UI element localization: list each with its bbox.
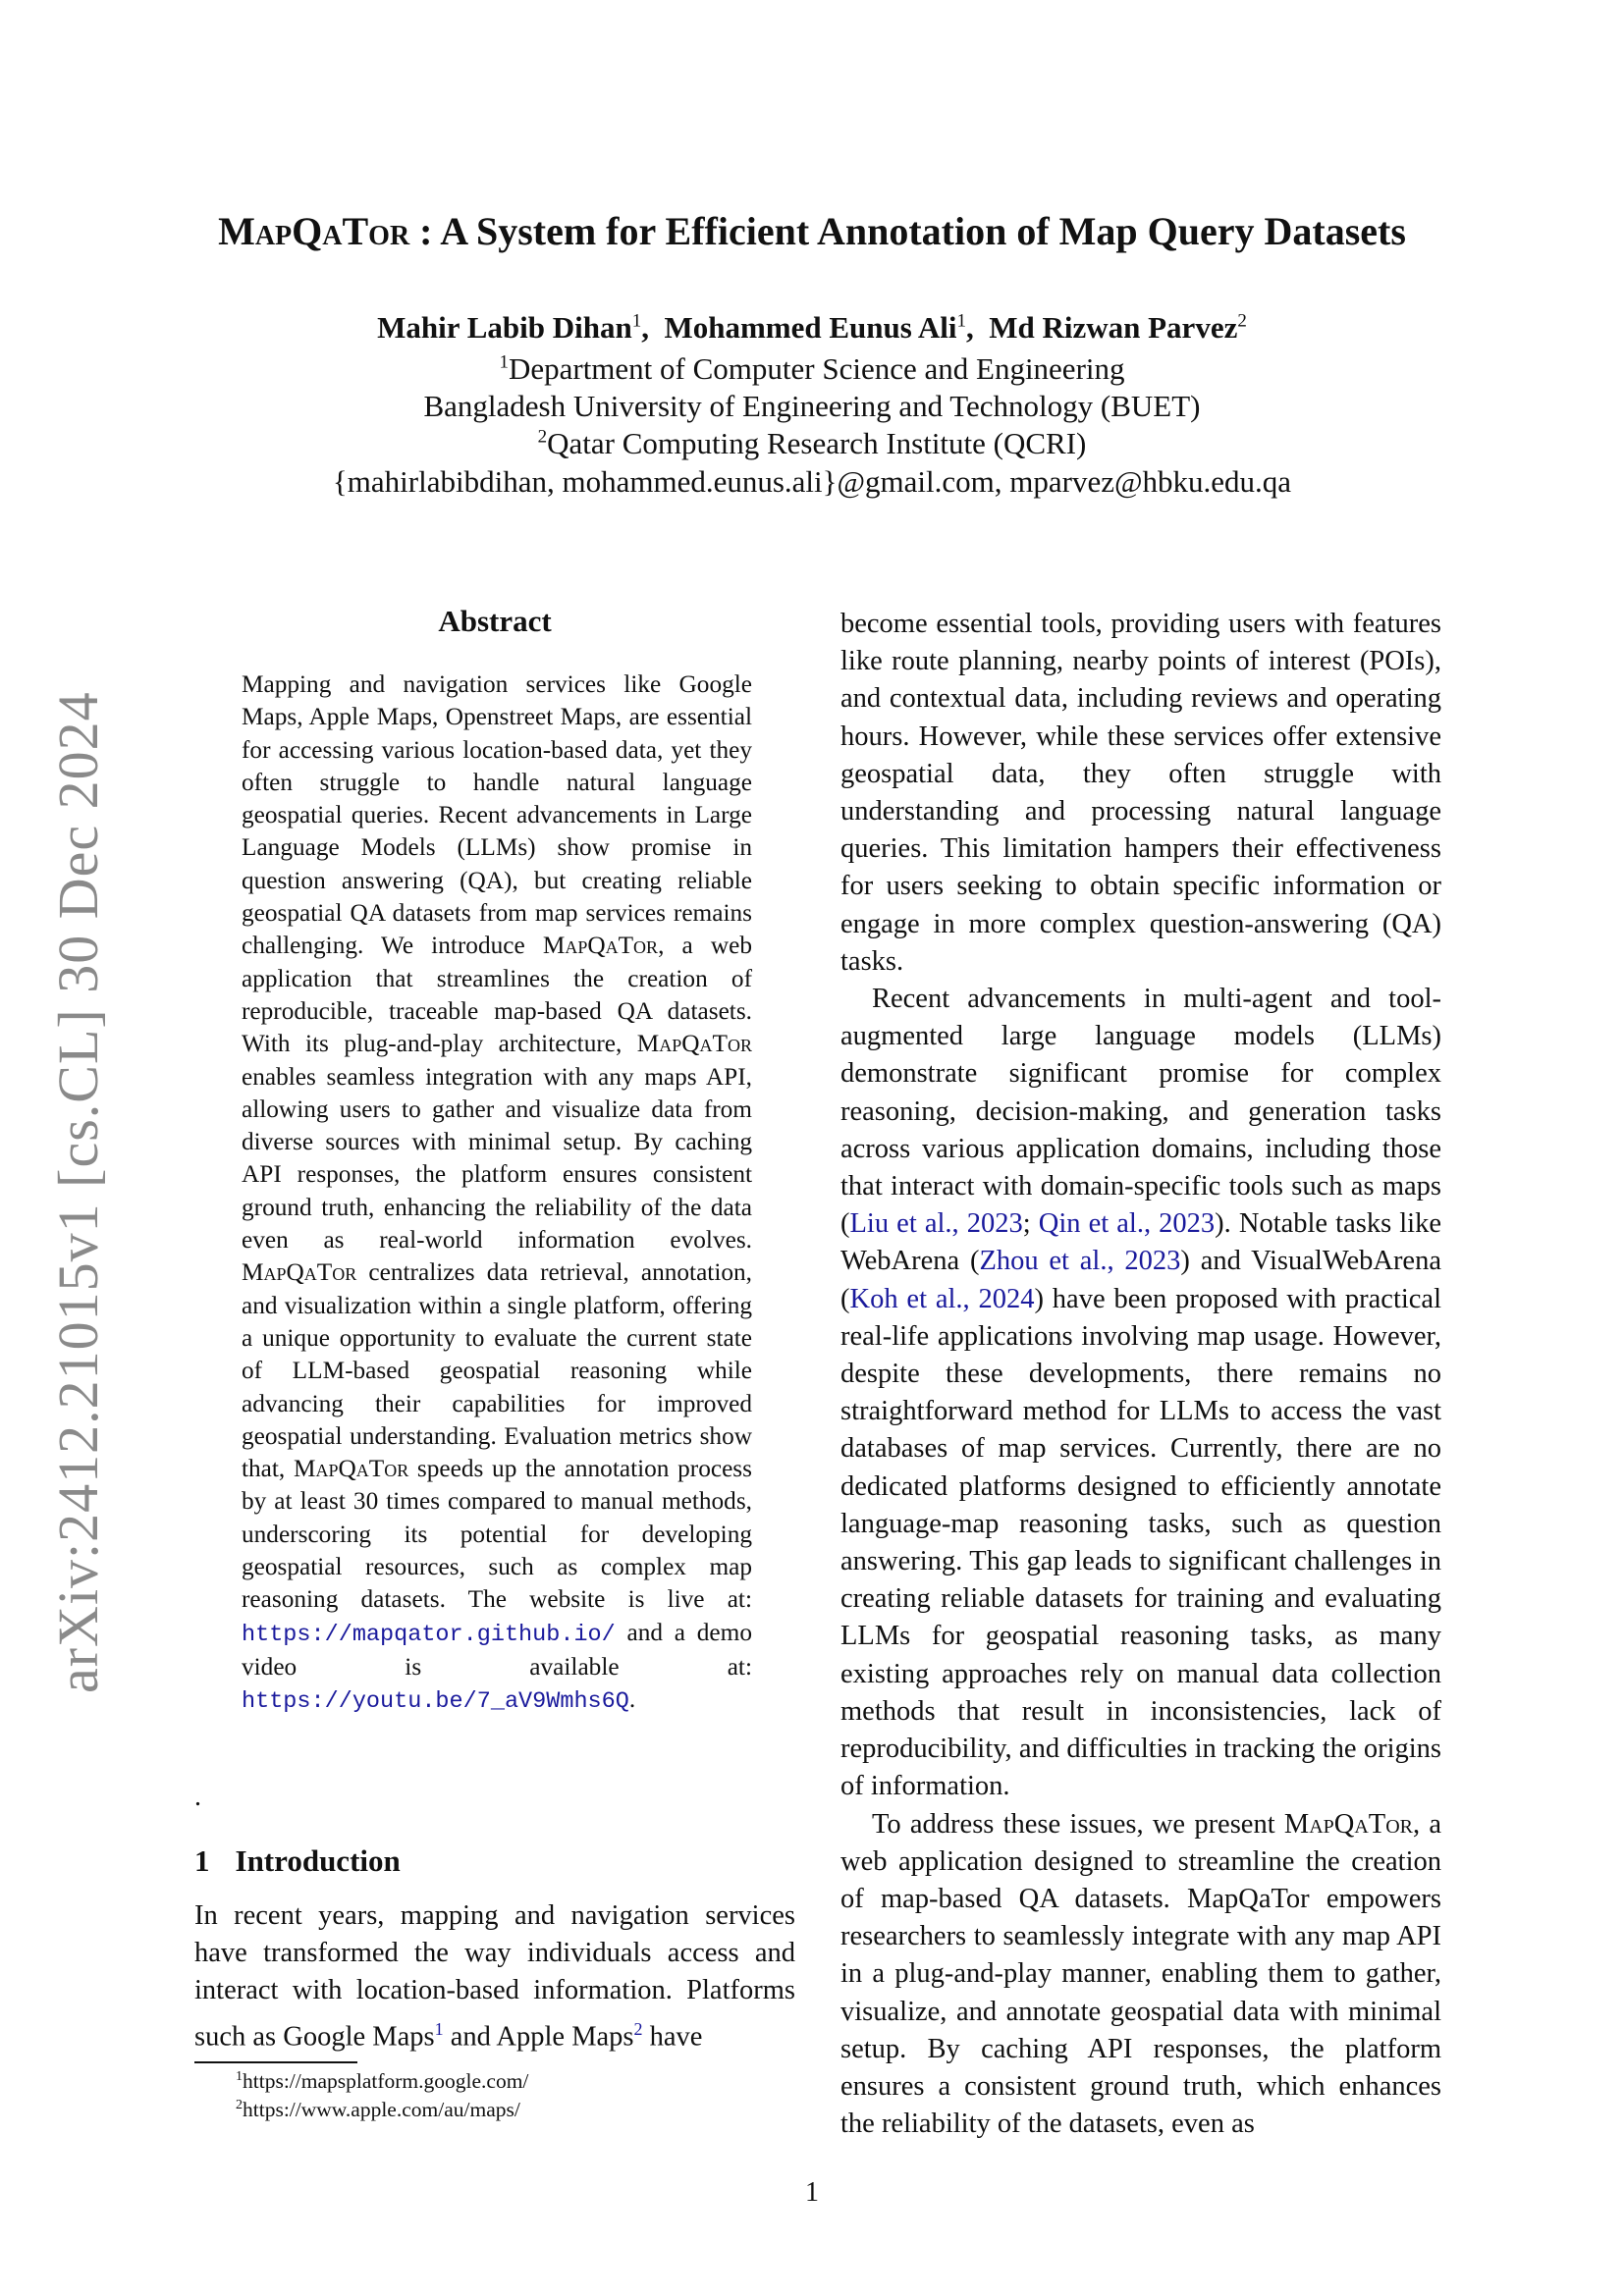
affiliation-mark: 1 bbox=[499, 351, 509, 373]
footnote-text: https://mapsplatform.google.com/ bbox=[243, 2069, 529, 2094]
affiliation-text: Qatar Computing Research Institute (QCRI) bbox=[547, 426, 1087, 460]
paragraph bbox=[840, 981, 1441, 1805]
stray-dot: . bbox=[194, 1782, 201, 1812]
intro-text: In recent years, mapping and navigation services have transformed the way individuals access and interact with location-based information. Platforms such as Google Maps bbox=[194, 1900, 795, 2053]
author-name: Mohammed Eunus Ali bbox=[664, 310, 957, 345]
section-number: 1 bbox=[194, 1843, 210, 1878]
affiliation-text: Department of Computer Science and Engineering bbox=[508, 351, 1125, 386]
author-affiliation-mark: 2 bbox=[1237, 310, 1247, 332]
footnote bbox=[236, 2069, 528, 2094]
abstract-text: Mapping and navigation services like Google Maps, Apple Maps, Openstreet Maps, are essential for accessing various location-based data, yet they often struggle to handle natural language geospatial queries. Recent advancements in Large Language Models (LLMs) show promise in question answering (QA), but creating reliable geospatial QA datasets from map services remains challenging. We introduce bbox=[242, 670, 752, 960]
affiliation-line bbox=[0, 351, 1624, 387]
abstract-text: , a web application that streamlines the creation of reproducible, traceable map-based QA datasets. With its plug-and-play architecture, bbox=[242, 932, 752, 1058]
title-system-name: MapQaTor bbox=[218, 209, 410, 253]
demo-video-link[interactable]: https://youtu.be/7_aV9Wmhs6Q bbox=[242, 1688, 629, 1716]
abstract-text: . bbox=[628, 1685, 636, 1714]
abstract-text: centralizes data retrieval, annotation, and visualization within a single platform, offering a unique opportunity to evaluate the current state of LLM-based geospatial reasoning while advancing their capabilities for improved geospatial understanding. Evaluation metrics show that, bbox=[242, 1258, 752, 1483]
intro-text: ) and VisualWebArena ( bbox=[840, 1246, 1441, 1314]
paper-title bbox=[0, 208, 1624, 254]
affiliation-line bbox=[0, 426, 1624, 461]
citation-link[interactable]: Zhou et al., 2023 bbox=[979, 1246, 1181, 1277]
abstract-body bbox=[242, 668, 752, 1719]
intro-text: To address these issues, we present bbox=[872, 1808, 1284, 1840]
system-name: MapQaTor bbox=[542, 932, 659, 960]
footnote-mark: 1 bbox=[236, 2069, 243, 2084]
intro-text: ; bbox=[1022, 1208, 1039, 1240]
section-title: Introduction bbox=[235, 1843, 401, 1878]
arxiv-stamp: arXiv:2412.21015v1 [cs.CL] 30 Dec 2024 bbox=[46, 691, 110, 1693]
paragraph bbox=[840, 1806, 1441, 2144]
page-number: 1 bbox=[805, 2177, 819, 2208]
citation-link[interactable]: Koh et al., 2024 bbox=[849, 1283, 1035, 1314]
paragraph: become essential tools, providing users with features like route planning, nearby points of interest (POIs), and contextual data, including reviews and operating hours. However, while these services offer extensive geospatial data, they often struggle with understanding and processing natural language queries. This limitation hampers their effectiveness for users seeking to obtain specific information or engage in more complex question-answering (QA) tasks. bbox=[840, 609, 1441, 977]
author-list: Mahir Labib Dihan$^1$, Mohammed Eunus Ali$^1$, Md Rizwan Parvez$^2$ bbox=[377, 310, 1247, 345]
intro-text: Recent advancements in multi-agent and tool-augmented large language models (LLMs) demonstrate significant promise for complex reasoning, decision-making, and generation tasks across various application domains, including those that interact with domain-specific tools such as maps ( bbox=[840, 984, 1441, 1240]
intro-left-column bbox=[194, 1897, 795, 2056]
title-rest: : A System for Efficient Annotation of Map Query Datasets bbox=[409, 209, 1406, 253]
abstract-text: enables seamless integration with any maps API, allowing users to gather and visualize data from diverse sources with minimal setup. By caching API responses, the platform ensures consistent ground truth, enhancing the reliability of the data even as real-world information evolves. bbox=[242, 1062, 752, 1255]
citation-link[interactable]: Qin et al., 2023 bbox=[1038, 1208, 1216, 1240]
abstract-text: and a demo video is available at: bbox=[242, 1618, 752, 1681]
footnote-text: https://www.apple.com/au/maps/ bbox=[243, 2098, 520, 2122]
section-heading-introduction bbox=[194, 1843, 401, 1879]
intro-text: and Apple Maps bbox=[443, 2021, 634, 2053]
system-name: MapQaTor bbox=[1283, 1808, 1413, 1840]
author-name: Mahir Labib Dihan bbox=[377, 310, 632, 345]
system-name: MapQaTor bbox=[242, 1258, 357, 1287]
intro-right-column bbox=[840, 606, 1441, 2143]
footnote bbox=[236, 2098, 520, 2122]
system-name: MapQaTor bbox=[636, 1030, 752, 1058]
author-emails: {mahirlabibdihan, mohammed.eunus.ali}@gmail.com, mparvez@hbku.edu.qa bbox=[332, 464, 1292, 499]
footnote-divider bbox=[194, 2061, 357, 2063]
affiliation-mark: 2 bbox=[537, 426, 548, 448]
footnote-marker[interactable]: 1 bbox=[434, 2018, 444, 2039]
intro-text: ). Notable tasks like WebArena ( bbox=[840, 1208, 1441, 1277]
affiliation-line: Bangladesh University of Engineering and Technology (BUET) bbox=[423, 389, 1201, 423]
abstract-heading: Abstract bbox=[438, 604, 552, 638]
intro-text: have bbox=[642, 2021, 703, 2053]
footnote-mark: 2 bbox=[236, 2098, 243, 2112]
citation-link[interactable]: Liu et al., 2023 bbox=[849, 1208, 1023, 1240]
system-name: MapQaTor bbox=[293, 1455, 409, 1483]
intro-text: ) have been proposed with practical real-life applications involving map usage. However, despite these developments, there remains no straightforward method for LLMs to access the vast databases of map services. Currently, there are no dedicated platforms designed to efficiently annotate language-map reasoning tasks, such as question answering. This gap leads to significant challenges in creating reliable datasets for training and evaluating LLMs for geospatial reasoning tasks, as many existing approaches rely on manual data collection methods that result in inconsistencies, lack of reproducibility, and difficulties in tracking the origins of information. bbox=[840, 1283, 1441, 1802]
intro-text: , a web application designed to streamline the creation of map-based QA datasets. MapQaTor empowers researchers to seamlessly integrate with any map API in a plug-and-play manner, enabling them to gather, visualize, and annotate geospatial data with minimal setup. By caching API responses, the platform ensures a consistent ground truth, which enhances the reliability of the datasets, even as bbox=[840, 1808, 1441, 2140]
abstract-text: speeds up the annotation process by at least 30 times compared to manual methods, underscoring its potential for developing geospatial resources, such as complex map reasoning datasets. The website is live at: bbox=[242, 1455, 752, 1614]
website-link[interactable]: https://mapqator.github.io/ bbox=[242, 1621, 616, 1648]
footnote-marker[interactable]: 2 bbox=[633, 2018, 643, 2039]
author-affiliation-mark: 1 bbox=[631, 310, 642, 332]
author-name: Md Rizwan Parvez bbox=[989, 310, 1238, 345]
author-affiliation-mark: 1 bbox=[956, 310, 966, 332]
